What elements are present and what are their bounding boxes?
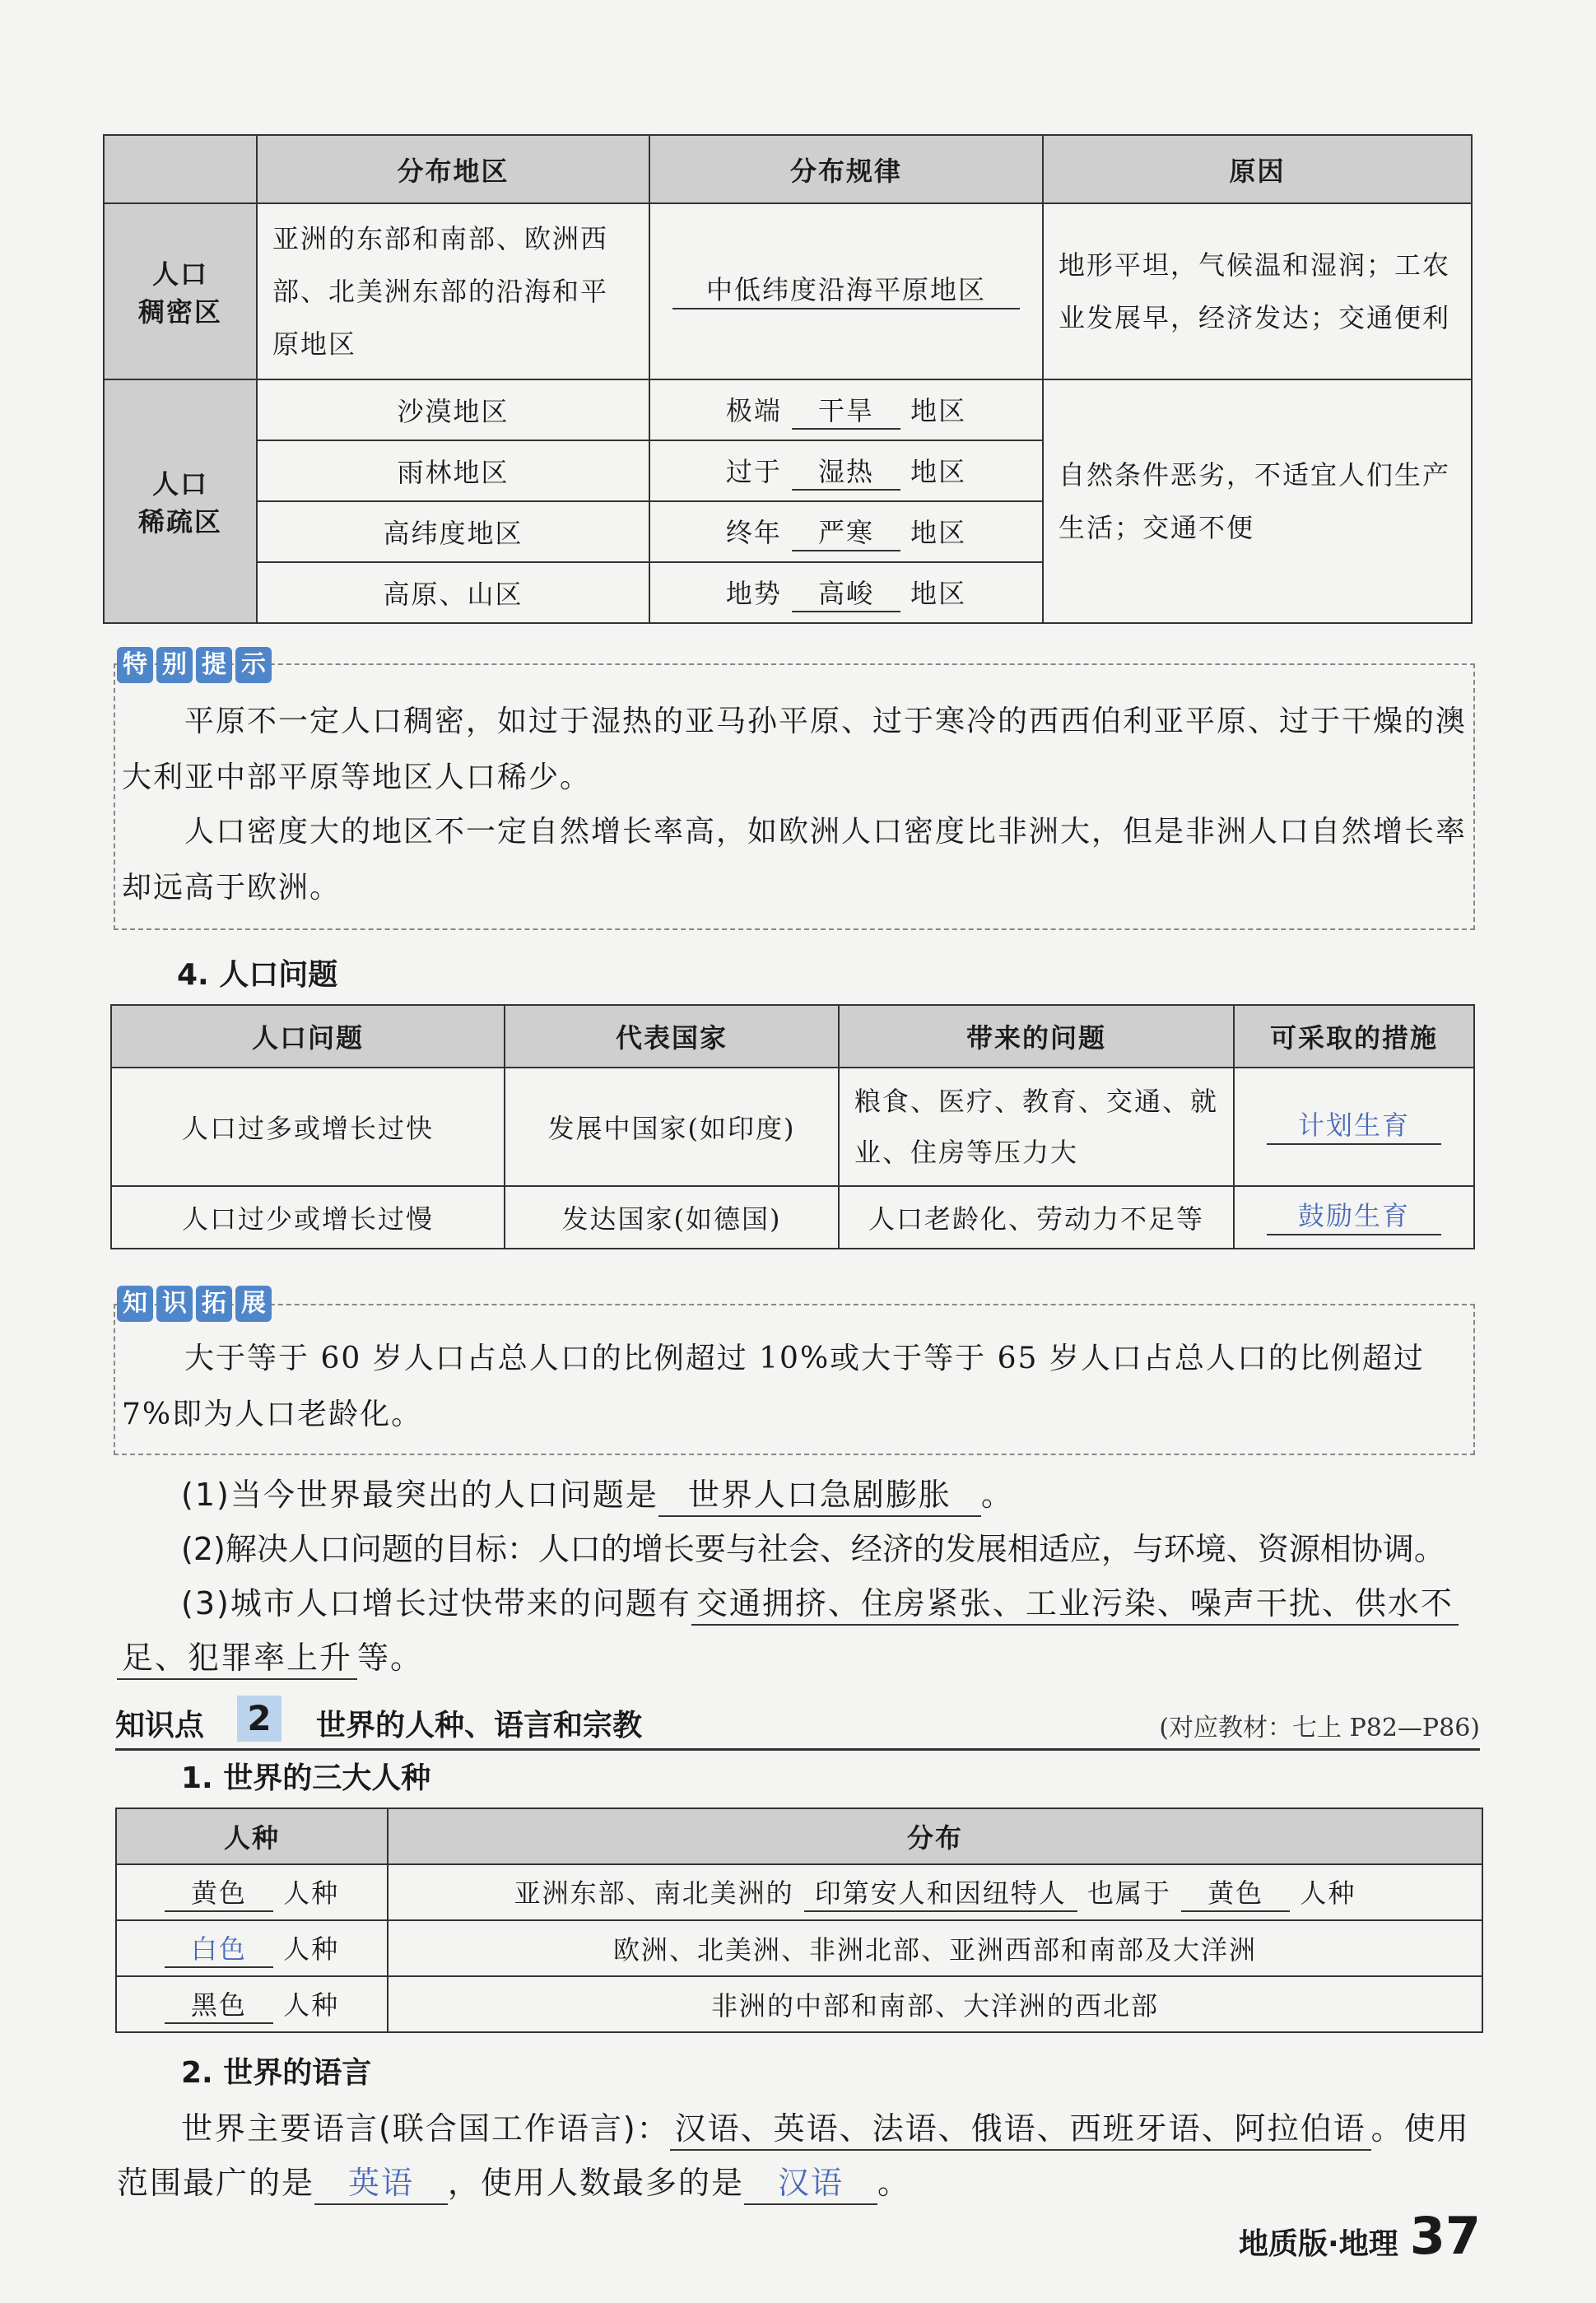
page-footer <box>1239 2206 1481 2266</box>
measure-answer: 计划生育 <box>1267 1109 1441 1145</box>
dist-answer: 黄色 <box>1181 1877 1290 1913</box>
sparse-reason: 自然条件恶劣，不适宜人们生产生活；交通不便 <box>1043 379 1472 623</box>
race-distribution: 非洲的中部和南部、大洋洲的西北部 <box>388 1976 1482 2032</box>
rule-prefix: 极端 <box>725 394 782 426</box>
rule-answer: 严寒 <box>792 516 900 552</box>
header-distribution: 分布 <box>388 1808 1482 1864</box>
table-row <box>116 1976 1482 2032</box>
sparse-rule-1 <box>649 379 1043 440</box>
q3-suffix: 等。 <box>357 1640 424 1676</box>
q3-prefix: (3)城市人口增长过快带来的问题有 <box>181 1585 691 1621</box>
dense-reason: 地形平坦，气候温和湿润；工农业发展早，经济发达；交通便利 <box>1043 203 1472 379</box>
races-title: 1. 世界的三大人种 <box>181 1761 431 1795</box>
knowledge-ext-text: 大于等于 60 岁人口占总人口的比例超过 10%或大于等于 65 岁人口占总人口的比例超过7%即为人口老龄化。 <box>122 1342 1425 1431</box>
dist-text: 亚洲东部、南北美洲的 <box>514 1877 794 1909</box>
lang-answer-widest: 英语 <box>314 2163 448 2205</box>
sparse-rule-3 <box>649 501 1043 562</box>
question-1 <box>181 1467 1482 1523</box>
race-cell <box>116 1864 388 1920</box>
languages-line-2 <box>117 2155 1467 2211</box>
badge-char: 展 <box>235 1286 272 1322</box>
measure-cell <box>1234 1186 1474 1249</box>
rule-prefix: 终年 <box>725 516 782 548</box>
race-suffix: 人种 <box>283 1989 340 2021</box>
rule-prefix: 过于 <box>725 455 782 487</box>
sparse-label <box>104 379 257 623</box>
kp-reference: (对应教材：七上 P82—P86) <box>1159 1714 1480 1742</box>
badge-char: 识 <box>156 1286 193 1322</box>
lang-answer: 汉语、英语、法语、俄语、西班牙语、阿拉伯语 <box>670 2109 1371 2151</box>
header-race: 人种 <box>116 1808 388 1864</box>
badge-char: 别 <box>156 647 193 683</box>
header-issue: 带来的问题 <box>839 1005 1234 1068</box>
dense-label-line1: 人口 <box>151 258 208 290</box>
badge-char: 提 <box>196 647 232 683</box>
header-country: 代表国家 <box>505 1005 839 1068</box>
dense-region: 亚洲的东部和南部、欧洲西部、北美洲东部的沿海和平原地区 <box>257 203 649 379</box>
kp-number: 2 <box>237 1696 282 1742</box>
sparse-region-2: 雨林地区 <box>257 440 649 501</box>
section4-title: 4. 人口问题 <box>177 958 338 992</box>
table-row <box>116 1920 1482 1976</box>
sparse-rule-2 <box>649 440 1043 501</box>
issue-cell: 粮食、医疗、教育、交通、就业、住房等压力大 <box>839 1068 1234 1186</box>
rule-answer: 高峻 <box>792 577 900 613</box>
rule-suffix: 地区 <box>910 516 967 548</box>
sparse-region-4: 高原、山区 <box>257 562 649 623</box>
rule-answer: 湿热 <box>792 455 900 491</box>
q1-answer: 世界人口急剧膨胀 <box>658 1475 981 1517</box>
languages-title: 2. 世界的语言 <box>181 2056 372 2090</box>
dist-answer: 印第安人和因纽特人 <box>804 1877 1077 1913</box>
header-measure: 可采取的措施 <box>1234 1005 1474 1068</box>
dist-text: 人种 <box>1300 1877 1356 1909</box>
question-3 <box>181 1575 1482 1631</box>
race-cell <box>116 1920 388 1976</box>
lang-suffix: 。使用 <box>1370 2110 1470 2147</box>
sparse-label-line2: 稀疏区 <box>137 506 222 537</box>
lang-mid: ，使用人数最多的是 <box>448 2165 745 2201</box>
sparse-label-line1: 人口 <box>151 468 208 500</box>
table-row <box>116 1864 1482 1920</box>
lang-answer-most-speakers: 汉语 <box>744 2163 877 2205</box>
badge-char: 特 <box>117 647 153 683</box>
header-reason: 原因 <box>1043 135 1472 203</box>
q1-suffix: 。 <box>980 1477 1014 1513</box>
q3-answer-line1: 交通拥挤、住房紧张、工业污染、噪声干扰、供水不 <box>691 1584 1459 1626</box>
rule-suffix: 地区 <box>910 577 967 609</box>
country-cell: 发展中国家(如印度) <box>505 1068 839 1186</box>
races-table <box>115 1808 1483 2033</box>
issue-cell: 人口老龄化、劳动力不足等 <box>839 1186 1234 1249</box>
measure-answer: 鼓励生育 <box>1267 1199 1441 1235</box>
kp-label: 知识点 <box>115 1709 205 1742</box>
header-blank <box>104 135 257 203</box>
header-problem: 人口问题 <box>111 1005 505 1068</box>
q3-answer-line2: 足、犯罪率上升 <box>117 1638 357 1680</box>
problem-cell: 人口过多或增长过快 <box>111 1068 505 1186</box>
population-distribution-table <box>103 134 1473 624</box>
race-distribution <box>388 1864 1482 1920</box>
special-tip-text-1: 平原不一定人口稠密，如过于湿热的亚马孙平原、过于寒冷的西西伯利亚平原、过于干燥的澳大利亚中部平原等地区人口稀少。 <box>122 705 1468 794</box>
dense-rule <box>649 203 1043 379</box>
special-tip-badge <box>117 647 272 683</box>
rule-suffix: 地区 <box>910 394 967 426</box>
q1-prefix: (1)当今世界最突出的人口问题是 <box>181 1477 658 1513</box>
race-suffix: 人种 <box>283 1933 340 1965</box>
sparse-region-1: 沙漠地区 <box>257 379 649 440</box>
knowledge-point-header <box>115 1696 1480 1751</box>
rule-prefix: 地势 <box>725 577 782 609</box>
rule-suffix: 地区 <box>910 455 967 487</box>
header-rule: 分布规律 <box>649 135 1043 203</box>
dense-label-line2: 稠密区 <box>137 296 222 328</box>
languages-line-1 <box>181 2101 1482 2156</box>
footer-brand: 地质版·地理 <box>1239 2227 1398 2261</box>
race-answer: 黄色 <box>165 1877 273 1913</box>
sparse-region-3: 高纬度地区 <box>257 501 649 562</box>
race-suffix: 人种 <box>283 1877 340 1909</box>
question-3-cont <box>117 1630 1467 1686</box>
badge-char: 知 <box>117 1286 153 1322</box>
lang-prefix: 世界主要语言(联合国工作语言)： <box>181 2110 670 2147</box>
dense-rule-blank: 中低纬度沿海平原地区 <box>672 273 1020 309</box>
race-answer: 白色 <box>165 1933 273 1969</box>
problem-cell: 人口过少或增长过慢 <box>111 1186 505 1249</box>
dist-text: 也属于 <box>1086 1877 1171 1909</box>
table-row <box>111 1186 1474 1249</box>
badge-char: 拓 <box>196 1286 232 1322</box>
race-distribution: 欧洲、北美洲、非洲北部、亚洲西部和南部及大洋洲 <box>388 1920 1482 1976</box>
measure-cell <box>1234 1068 1474 1186</box>
header-region: 分布地区 <box>257 135 649 203</box>
population-problem-table <box>110 1004 1475 1249</box>
knowledge-ext-badge <box>117 1286 272 1322</box>
sparse-rule-4 <box>649 562 1043 623</box>
page-number: 37 <box>1409 2206 1481 2266</box>
rule-answer: 干旱 <box>792 394 900 430</box>
lang-prefix: 范围最广的是 <box>117 2165 315 2201</box>
dense-label <box>104 203 257 379</box>
table-row <box>111 1068 1474 1186</box>
country-cell: 发达国家(如德国) <box>505 1186 839 1249</box>
lang-suffix: 。 <box>877 2165 911 2201</box>
special-tip-text-2: 人口密度大的地区不一定自然增长率高，如欧洲人口密度比非洲大，但是非洲人口自然增长率却远高于欧洲。 <box>122 815 1468 905</box>
race-cell <box>116 1976 388 2032</box>
race-answer: 黑色 <box>165 1989 273 2025</box>
question-2: (2)解决人口问题的目标：人口的增长要与社会、经济的发展相适应，与环境、资源相协调。 <box>181 1531 1445 1567</box>
badge-char: 示 <box>235 647 272 683</box>
kp-title: 世界的人种、语言和宗教 <box>316 1709 643 1742</box>
